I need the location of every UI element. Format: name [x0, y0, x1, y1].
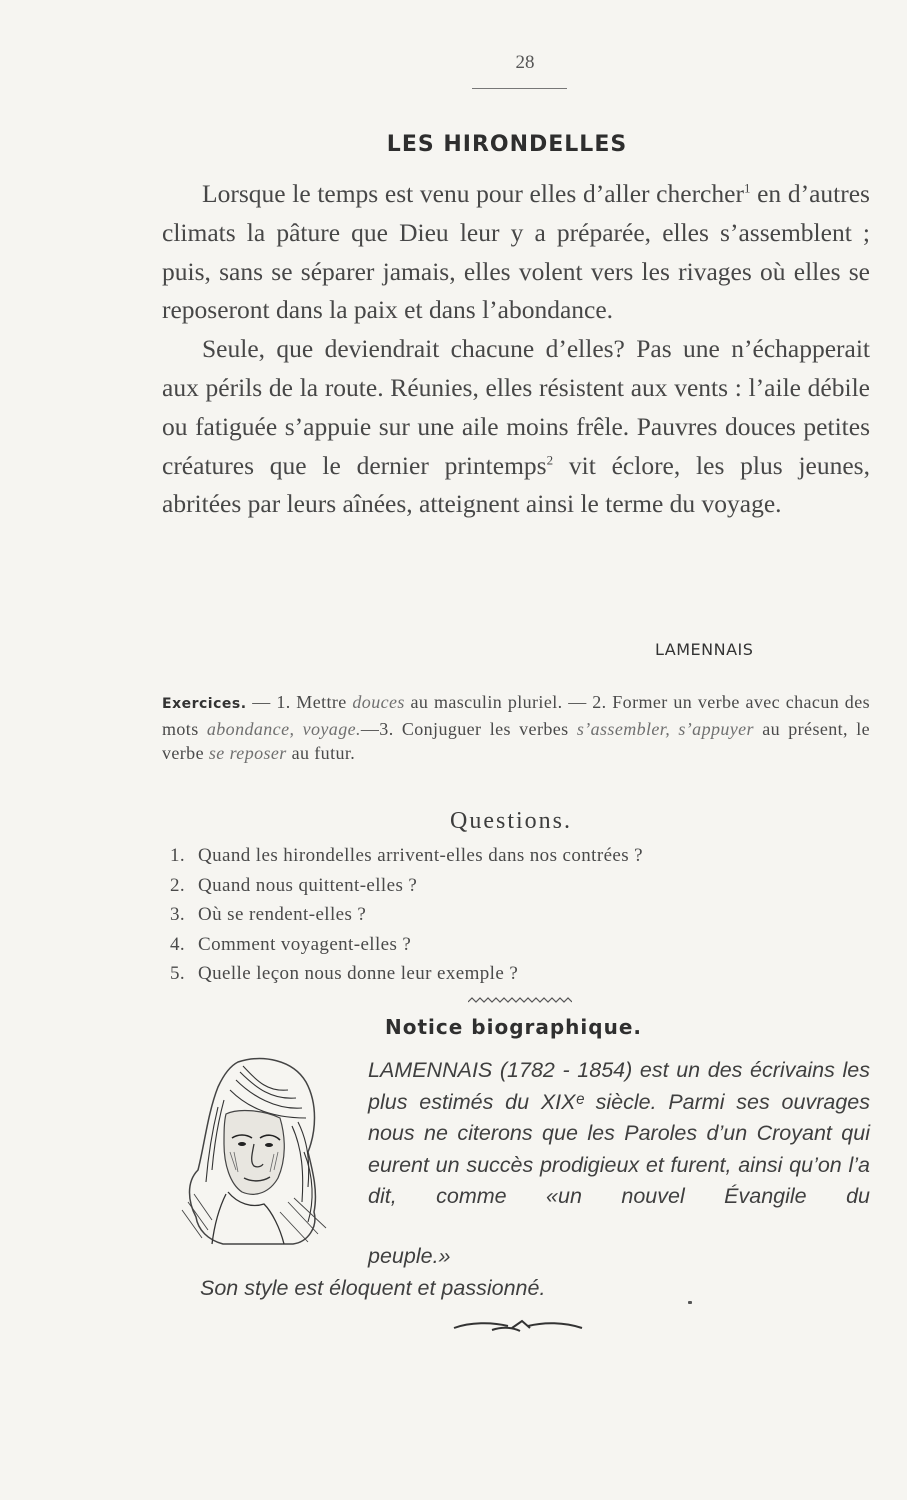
question-text: Quelle leçon nous donne leur exemple ?	[198, 963, 519, 984]
question-text: Comment voyagent-elles ?	[198, 933, 412, 955]
questions-heading: Questions.	[450, 808, 572, 834]
notice-heading: Notice biographique.	[385, 1015, 642, 1039]
paragraph-1	[162, 175, 870, 330]
footnote-ref-2: 2	[546, 452, 554, 468]
exercises-label: Exercices.	[162, 696, 247, 712]
exercises-text-3: —3. Conjuguer les verbes	[360, 718, 577, 739]
author-signature: LAMENNAIS	[655, 640, 754, 659]
question-item	[170, 900, 850, 930]
paragraph-2-text-a: Seule, que deviendrait chacune d’elles? Pas une n’échapperait aux périls de la route. Réunies, elles résistent aux vents : l’aile débile ou fatiguée s’appuie sur une aile moins frêle. Pauvres douces petites créatures que le dernier printemps	[162, 334, 870, 480]
tail-ornament-icon	[452, 1318, 584, 1334]
exercises-text-2: au masculin pluriel. — 2. Former un verbe avec chacun des mots	[162, 692, 870, 739]
paragraph-2-text-b: vit éclore, les plus jeunes, abritées par leurs aînées, atteignent ainsi le terme du voyage.	[162, 450, 870, 519]
exercises-word-2: abondance, voyage.	[206, 718, 361, 739]
footnote-ref-1: 1	[743, 180, 751, 196]
page-number-rule	[472, 88, 567, 89]
question-item	[170, 959, 850, 989]
paragraph-2	[162, 330, 870, 524]
question-item	[170, 871, 850, 901]
question-number: 4.	[170, 933, 186, 955]
question-text: Quand les hirondelles arrivent-elles dans nos contrées ?	[198, 845, 644, 866]
exercises-word-4: se reposer	[208, 743, 287, 763]
question-text: Où se rendent-elles ?	[198, 904, 367, 925]
question-text: Quand nous quittent-elles ?	[198, 874, 418, 896]
questions-list	[170, 841, 850, 989]
question-number: 1.	[170, 845, 186, 866]
notice-style-sentence: Son style est éloquent et passionné.	[200, 1276, 546, 1300]
notice-biography-end: peuple.»	[368, 1244, 451, 1268]
main-text	[162, 175, 870, 524]
exercises-text-1: — 1. Mettre	[246, 692, 353, 712]
chapter-title: LES HIRONDELLES	[386, 132, 628, 157]
page-number: 28	[515, 52, 535, 73]
author-portrait-icon	[168, 1052, 348, 1247]
question-number: 2.	[170, 874, 186, 896]
question-item	[170, 930, 850, 960]
exercises-word-1: douces	[352, 692, 405, 712]
squiggle-divider-icon	[468, 996, 572, 1006]
print-speck	[688, 1301, 692, 1304]
exercises-block	[162, 690, 870, 766]
exercises-word-3: s’assembler, s’appuyer	[576, 718, 754, 739]
question-number: 3.	[170, 904, 186, 925]
question-number: 5.	[170, 963, 186, 984]
paragraph-1-text-b: en d’autres climats la pâture que Dieu leur y a préparée, elles s’assemblent ; puis, sans se séparer jamais, elles volent vers les rivages où elles se reposeront dans la paix et dans l’abondance.	[162, 179, 870, 325]
exercises-text-5: au futur.	[286, 743, 356, 763]
question-item	[170, 841, 850, 871]
exercises-text-4: au présent, le verbe	[162, 718, 870, 763]
paragraph-1-text-a: Lorsque le temps est venu pour elles d’aller chercher	[202, 179, 744, 208]
notice-biography: LAMENNAIS (1782 - 1854) est un des écrivains les plus estimés du XIXᵉ siècle. Parmi ses ouvrages nous ne citerons que les Paroles d’un Croyant qui eurent un succès prodigieux et furent, ainsi qu’on l’a dit, comme «un nouvel Évangile du	[368, 1058, 870, 1208]
